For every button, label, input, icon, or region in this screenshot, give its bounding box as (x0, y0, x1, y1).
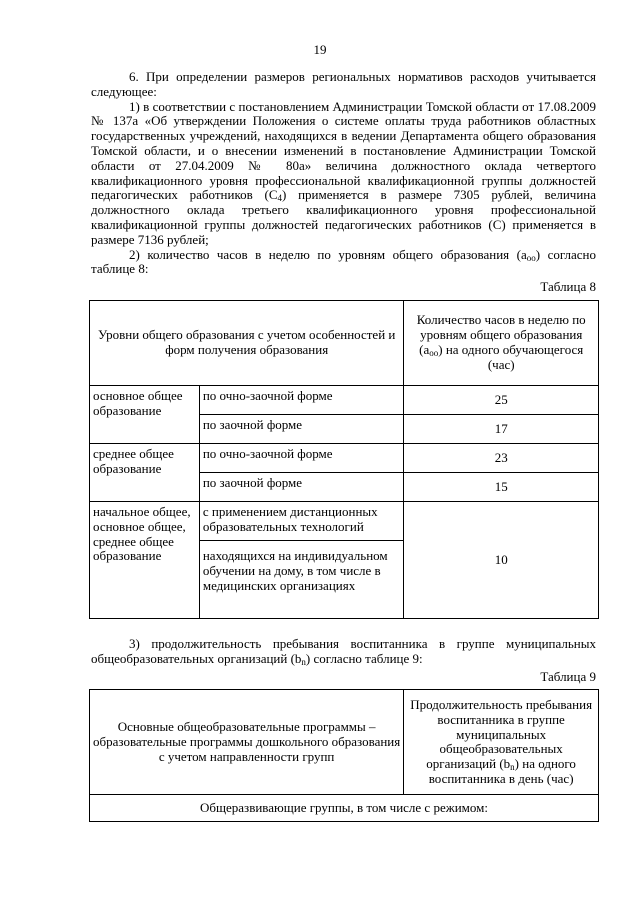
row-form: по заочной форме (199, 472, 404, 501)
row-form: находящихся на индивидуальном обучении на дому, в том числе в медицинских организациях (199, 540, 404, 618)
page-number: 19 (313, 42, 327, 57)
header-right-subscript: оо (429, 347, 439, 358)
item-3-text: 3) продолжительность пребывания воспитанника в группе муниципальных общеобразовательных организаций (b (91, 635, 596, 666)
item-3-continuation: ) согласно таблице 9: (305, 650, 423, 666)
row-label-combined: начальное общее, основное общее, среднее общее образование (90, 501, 200, 618)
table-8-header-row (90, 300, 599, 385)
table-8 (89, 300, 599, 619)
row-value: 25 (404, 385, 599, 414)
document-body (91, 70, 596, 822)
header-right-text: Продолжительность пребывания воспитанника в группе муниципальных общеобразовательных организаций (b (410, 696, 593, 772)
row-general-groups: Общеразвивающие группы, в том числе с режимом: (90, 795, 599, 822)
row-label-secondary: среднее общее образование (90, 443, 200, 501)
table-9 (89, 689, 599, 822)
table-9-header-row (90, 690, 599, 795)
paragraph-6-intro: 6. При определении размеров региональных нормативов расходов учитывается следующее: (91, 69, 596, 99)
item-1-subscript: 4 (277, 193, 282, 204)
row-label-basic: основное общее образование (90, 385, 200, 443)
row-form: по очно-заочной форме (199, 443, 404, 472)
table-8-caption: Таблица 8 (540, 279, 596, 295)
row-value: 23 (404, 443, 599, 472)
table-row (90, 795, 599, 822)
header-right-continuation: ) на одного воспитанника в день (час) (428, 756, 576, 786)
item-1-continuation: ) применяется в размере 7305 рублей, величина должностного оклада третьего квалификационного уровня профессиональной квалификационной группы должностей педагогических работников (C) применяется в размере 7136 рублей; (91, 187, 597, 247)
row-value: 17 (404, 414, 599, 443)
table-8-header-right (404, 300, 599, 385)
item-3-subscript: n (301, 656, 306, 667)
item-2-continuation: ) согласно таблице 8: (91, 246, 596, 277)
table-9-header-right (404, 690, 599, 795)
table-9-caption: Таблица 9 (540, 668, 596, 684)
table-row (90, 385, 599, 414)
paragraph-item-1 (91, 100, 596, 248)
table-row (90, 501, 599, 540)
paragraph-item-2 (91, 248, 596, 278)
row-form: по заочной форме (199, 414, 404, 443)
row-form: с применением дистанционных образовательных технологий (199, 501, 404, 540)
table-8-header-left: Уровни общего образования с учетом особенностей и форм получения образования (90, 300, 404, 385)
row-form: по очно-заочной форме (199, 385, 404, 414)
item-2-text: 2) количество часов в неделю по уровням общего образования (a (129, 246, 527, 262)
item-1-text: 1) в соответствии с постановлением Администрации Томской области от 17.08.2009 № 137а «Об утверждении Положения о системе оплаты труда работников областных государственных учреждений, находящихся в ведении Департамента общего образования Томской области, и о внесении изменений в постановление Администрации Томской области от 27.04.2009 № 80а» величина должностного оклада четвертого квалификационного уровня профессиональной квалификационной группы должностей педагогических работников (C (91, 98, 596, 203)
row-value: 10 (404, 501, 599, 618)
table-row (90, 443, 599, 472)
row-value: 15 (404, 472, 599, 501)
item-2-subscript: оо (526, 252, 536, 263)
header-right-continuation: ) на одного обучающегося (час) (438, 341, 584, 372)
table-9-header-left: Основные общеобразовательные программы – образовательные программы дошкольного образования с учетом направленности групп (90, 690, 404, 795)
header-right-text: Количество часов в неделю по уровням общего образования (a (416, 312, 586, 357)
header-right-subscript: n (510, 762, 515, 773)
paragraph-item-3 (91, 637, 596, 667)
